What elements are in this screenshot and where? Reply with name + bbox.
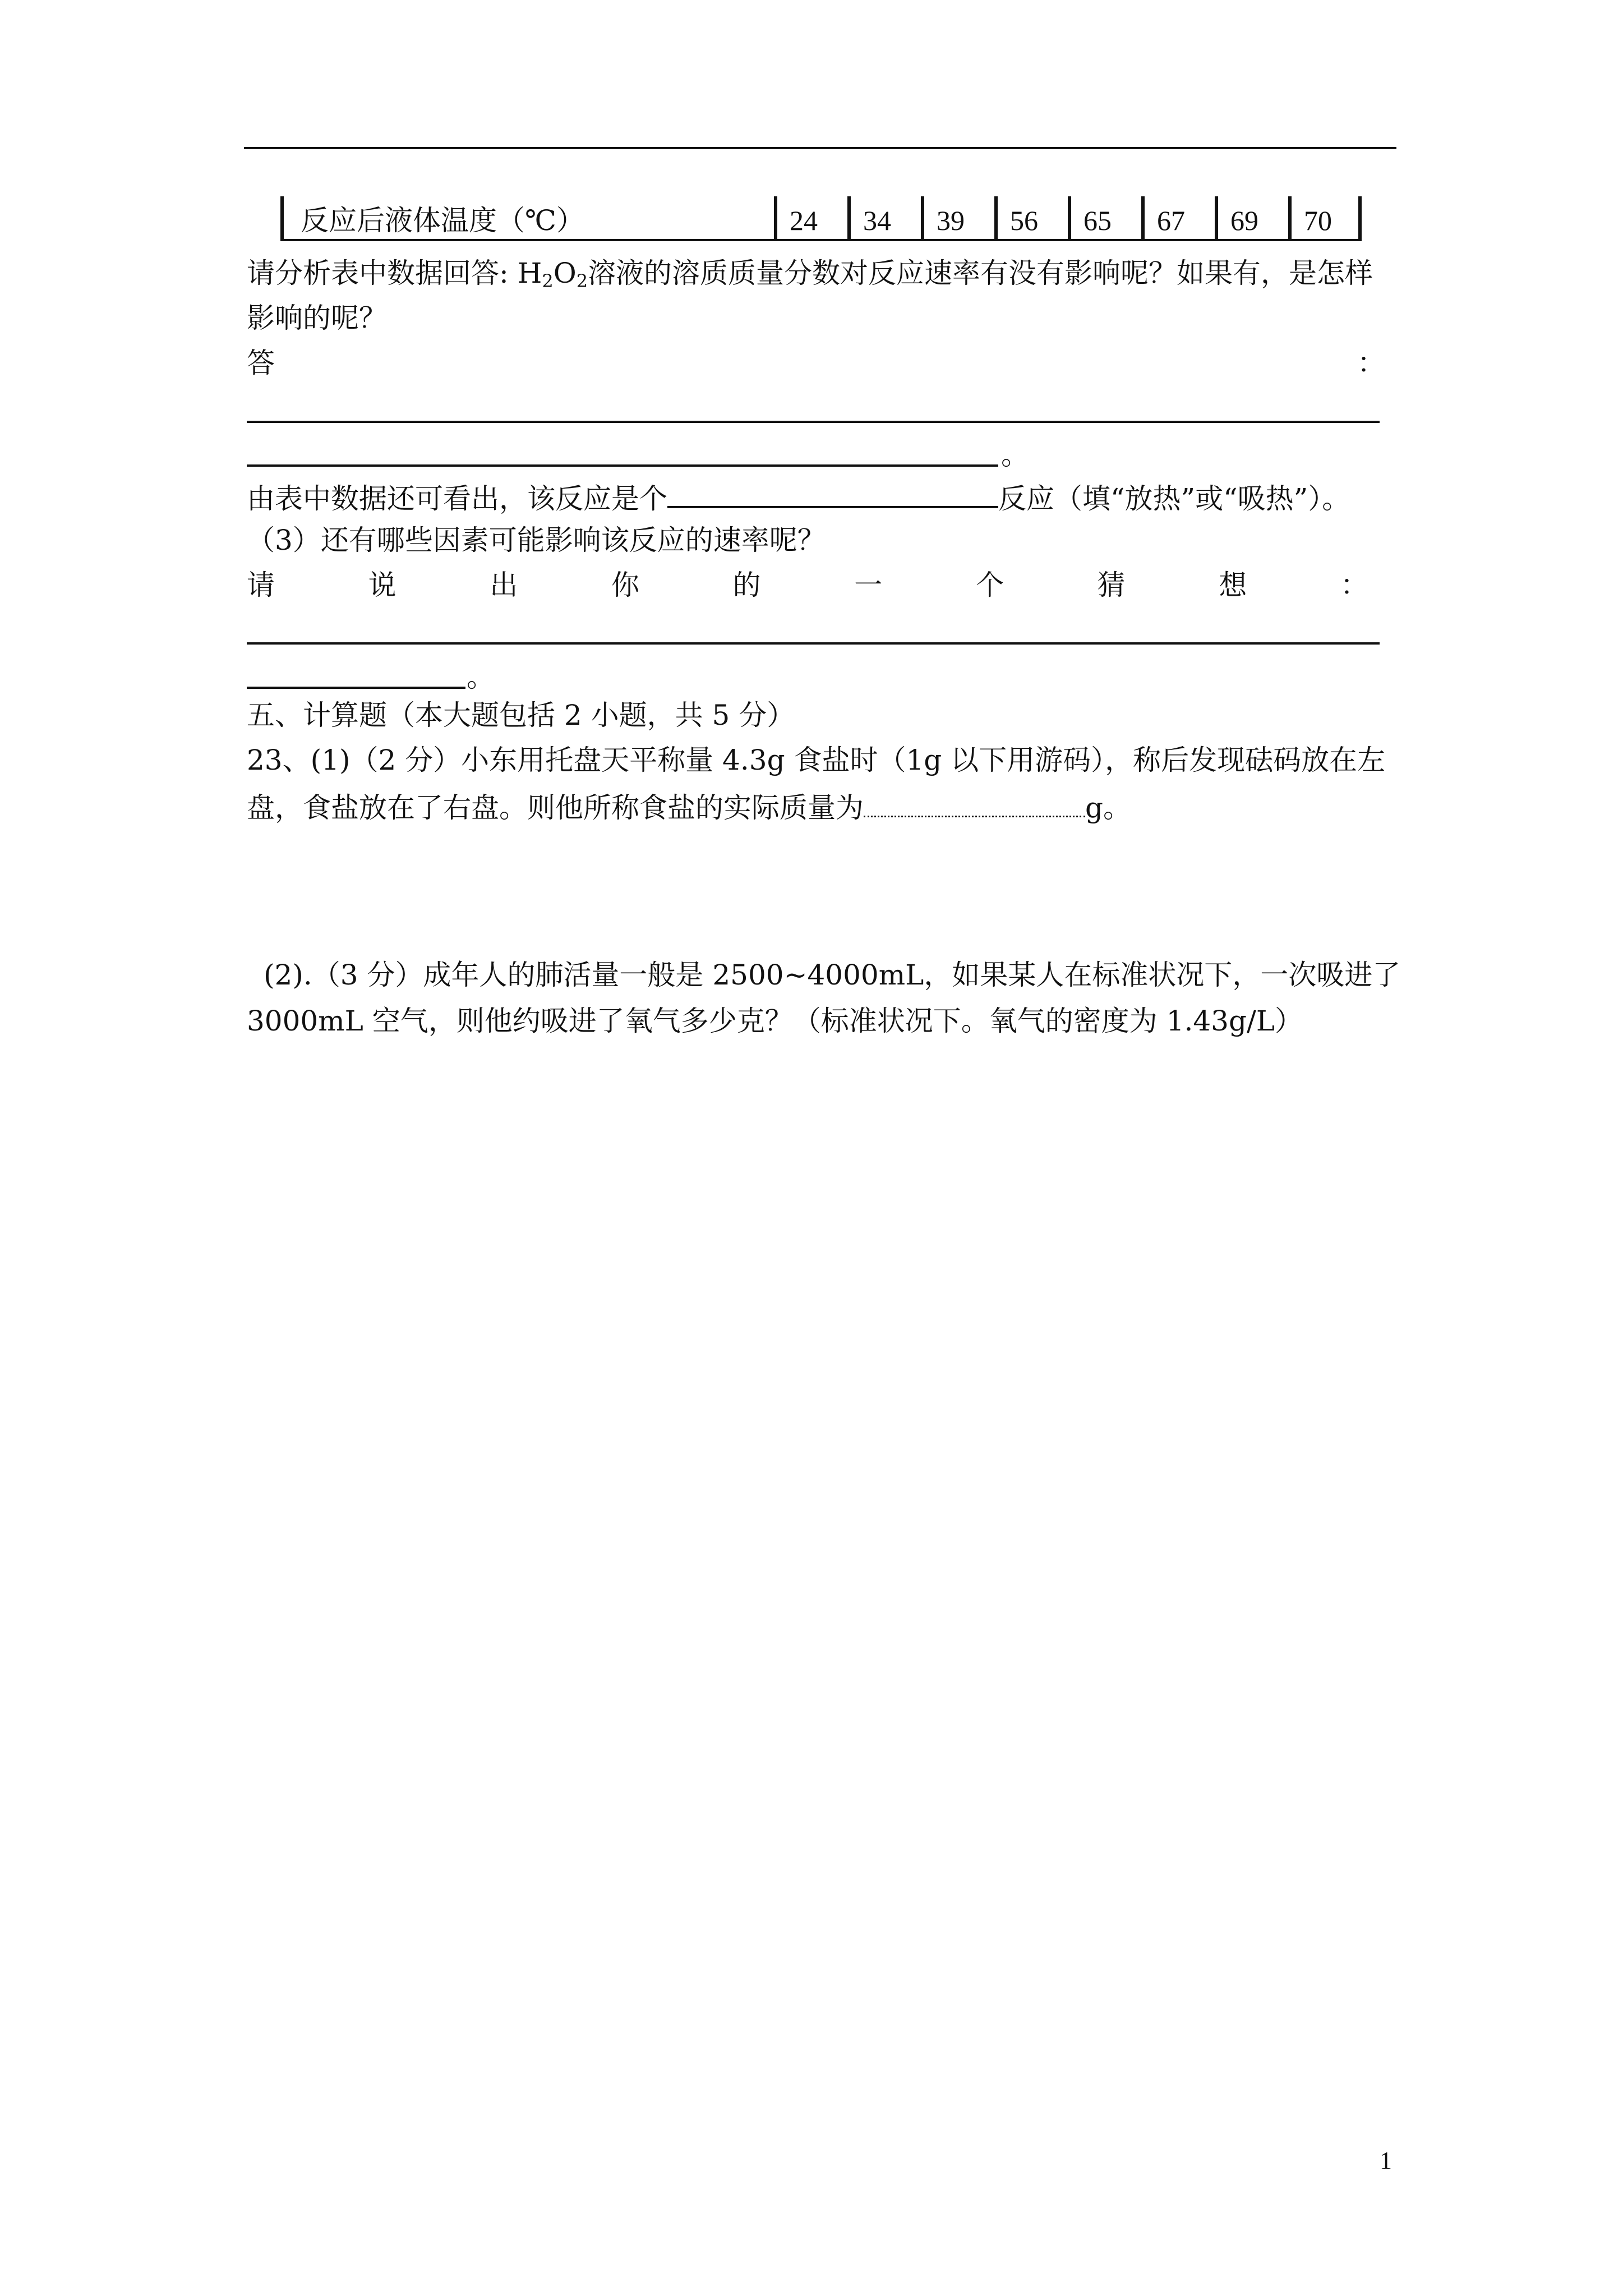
- q23-part1-line2: 盘，食盐放在了右盘。则他所称食盐的实际质量为 g。: [247, 792, 1132, 824]
- table-cell: 69: [1215, 196, 1288, 241]
- table-cell: 34: [847, 196, 921, 241]
- thermal-question: 由表中数据还可看出，该反应是个 反应（填“放热”或“吸热”）。: [247, 482, 1350, 515]
- q23-part2-line2: 3000mL 空气，则他约吸进了氧气多少克？（标准状况下。氧气的密度为 1.43g/L）: [247, 1005, 1303, 1037]
- factors-question: （3）还有哪些因素可能影响该反应的速率呢？: [247, 524, 826, 556]
- guess-period: 。: [467, 661, 495, 693]
- thermal-blank[interactable]: [667, 481, 998, 508]
- table-cell: 24: [774, 196, 847, 241]
- table-cell: 56: [994, 196, 1068, 241]
- table-cell: 70: [1288, 196, 1362, 241]
- table-cell: 65: [1068, 196, 1141, 241]
- guess-blank-line-2[interactable]: [247, 687, 465, 689]
- data-table-row: [280, 196, 1362, 241]
- section-title: 五、计算题（本大题包括 2 小题，共 5 分）: [247, 699, 795, 731]
- guess-blank-line-1[interactable]: [247, 642, 1380, 645]
- q23-part2-line1: (2).（3 分）成年人的肺活量一般是 2500~4000mL，如果某人在标准状况下，一次吸进了: [264, 959, 1401, 991]
- header-rule: [244, 147, 1396, 149]
- guess-prompt: 请 说 出 你 的 一 个 猜 想 ：: [247, 569, 1368, 601]
- answer-blank-line-1[interactable]: [247, 421, 1380, 423]
- table-row-label: 反应后液体温度（℃）: [280, 196, 774, 241]
- answer-colon: ：: [1357, 347, 1385, 379]
- answer-blank-line-2[interactable]: [247, 464, 998, 467]
- page-number: 1: [1380, 2147, 1392, 2174]
- q23-part1-line1: 23、(1)（2 分）小东用托盘天平称量 4.3g 食盐时（1g 以下用游码），称后发现砝码放在左: [247, 744, 1386, 776]
- question-prompt: 请分析表中数据回答: $H_2O_2$溶液的溶质质量分数对反应速率有没有影响呢？如果有，是怎样: [247, 257, 1373, 292]
- answer-label: 答: [247, 347, 275, 379]
- answer-period: 。: [1001, 439, 1029, 471]
- table-cell: 67: [1141, 196, 1215, 241]
- question-prompt-line2: 影响的呢？: [247, 302, 387, 334]
- table-cell: 39: [921, 196, 994, 241]
- mass-blank[interactable]: [864, 791, 1085, 817]
